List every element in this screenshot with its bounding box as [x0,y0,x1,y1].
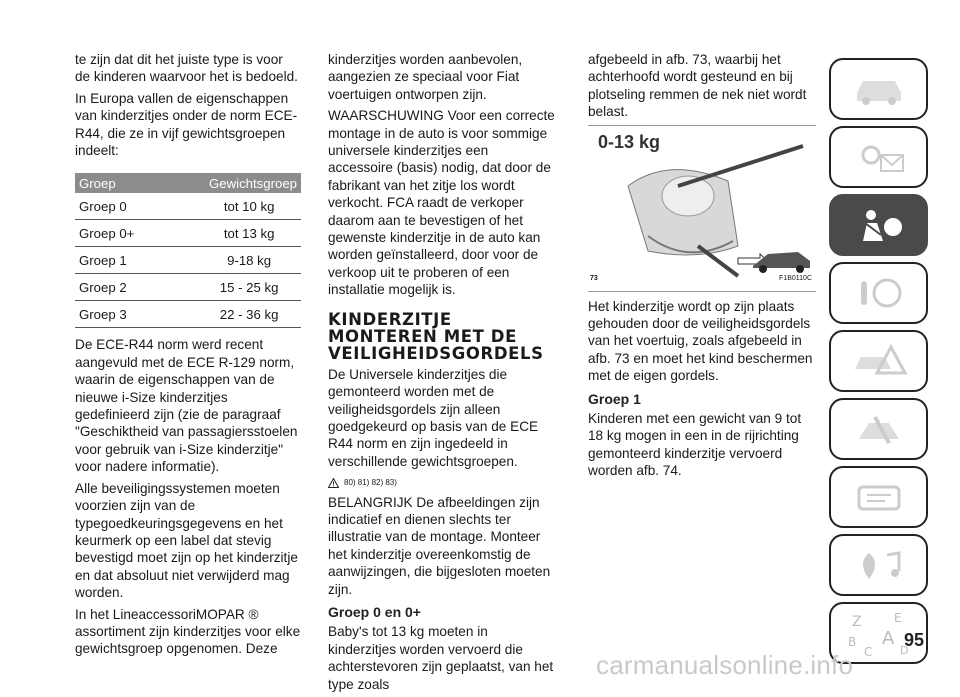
paragraph: te zijn dat dit het juiste type is voor de kinderen waarvoor het is bedoeld. [75,52,298,85]
table-cell: Groep 1 [75,247,161,274]
tab-emergency[interactable] [829,330,928,392]
page-number: 95 [904,630,925,650]
index-letter: A [881,628,894,649]
tab-technical-data[interactable] [829,466,928,528]
dashboard-car-icon [849,69,909,109]
paragraph: Baby's tot 13 kg moeten in kinderzitjes worden vervoerd die achterstevoren zijn geplaatst, van het type zoals [328,624,554,692]
warning-triangle-icon [328,478,339,488]
tab-starting-driving[interactable] [829,262,928,324]
tab-dashboard[interactable] [829,58,928,120]
tab-maintenance[interactable] [829,398,928,460]
paragraph: kinderzitjes worden aanbevolen, aangezien ze speciaal voor Fiat voertuigen ontworpen zijn. [328,52,523,102]
watermark: carmanualsonline.info [596,650,854,680]
figure-code: F1B0110C [779,275,812,283]
column-3 [588,51,816,484]
column-2 [328,51,556,697]
weight-groups-table [75,173,301,328]
paragraph: In Europa vallen de eigenschappen van kinderzitjes onder de norm ECE-R44, die ze in vijf gewichtsgroepen indeelt: [75,90,298,159]
table-cell: tot 10 kg [161,193,301,220]
safety-airbag-icon [849,205,909,245]
index-letter: C [863,645,872,658]
table-header-weight: Gewichtsgroep [161,173,301,193]
index-letter: E [893,611,902,625]
table-cell: Groep 2 [75,274,161,301]
figure-title: 0-13 kg [598,131,661,152]
paragraph: Kinderen met een gewicht van 9 tot 18 kg mogen in een in de rijrichting gemonteerd kinderzitje vervoerd worden afb. 74. [588,411,802,479]
index-icon [844,608,914,658]
paragraph: In het LineaccessoriMOPAR ® assortiment zijn kinderzitjes voor elke gewichtsgroep opgenomen. Deze [75,606,301,657]
warning-paragraph: WAARSCHUWING Voor een correcte montage in de auto is voor sommige universele kinderzitjes een accessoire (basis) nodig, dat door de fabrikant van het zitje los wordt verkocht. FCA raadt de verkoper daarom aan te bevestigen of het gewenste kinderzitje in de auto kan worden geïnstalleerd, door voor de verkoop uit te proberen of een installatie mogelijk is. [328,108,555,298]
table-row [75,247,301,274]
paragraph: Het kinderzitje wordt op zijn plaats gehouden door de veiligheidsgordels van het voertuig, zoals afgebeeld in afb. 73 en moet het kind beschermen met de eigen gordels. [588,298,813,384]
section-heading: KINDERZITJE MONTEREN MET DE VEILIGHEIDSGORDELS [328,309,544,363]
paragraph: De Universele kinderzitjes die gemonteerd worden met de veiligheidsgordels zijn alleen goedgekeurd op basis van de ECE R44 norm en zijn ingedeeld in verschillende gewichtsgroepen. [328,366,539,469]
table-row [75,220,301,247]
baby-seat-illustration [588,126,816,291]
table-cell: Groep 0 [75,193,161,220]
table-cell: tot 13 kg [161,220,301,247]
emergency-icon [849,341,909,381]
table-header-group: Groep [75,173,161,193]
tab-safety[interactable] [829,194,928,256]
chapter-sidebar [829,58,928,670]
warning-lights-icon [849,137,909,177]
figure-73 [588,125,816,292]
starting-driving-icon [849,273,909,313]
subheading: Groep 1 [588,390,641,407]
index-letter: B [847,635,856,649]
subheading: Groep 0 en 0+ [328,603,421,620]
table-cell: 22 - 36 kg [161,301,301,328]
table-row [75,193,301,220]
table-row [75,301,301,328]
table-cell: 15 - 25 kg [161,274,301,301]
paragraph: afgebeeld in afb. 73, waarbij het achterhoofd wordt gesteund en bij plotseling remmen de nek niet wordt belast. [588,52,807,120]
index-letter: Z [851,614,862,630]
column-1 [75,51,301,662]
warning-references [328,474,556,491]
table-row [75,274,301,301]
paragraph: De ECE-R44 norm werd recent aangevuld met de ECE R-129 norm, waarin de eigenschappen van de nieuwe i-Size kinderzitjes gedefinieerd zijn (zie de paragraaf "Geschiktheid van passagiersstoelen voor gebruik van i-Size kinderzitje" voor nadere informatie). [75,337,298,475]
table-cell: Groep 0+ [75,220,161,247]
index-letter: D [899,644,908,657]
table-cell: Groep 3 [75,301,161,328]
maintenance-icon [849,409,909,449]
warning-reference-numbers: 80) 81) 82) 83) [344,478,397,488]
tab-warning-lights[interactable] [829,126,928,188]
multimedia-icon [849,545,909,585]
paragraph: Alle beveiligingssystemen moeten voorzien zijn van de typegoedkeuringsgegevens en het keurmerk op een label dat stevig bevestigd moet zijn op het kinderzitje en dat absoluut niet verwijderd mag worden. [75,480,298,601]
figure-number: 73 [590,275,598,283]
tab-multimedia[interactable] [829,534,928,596]
important-paragraph: BELANGRIJK De afbeeldingen zijn indicatief en dienen slechts ter illustratie van de montage. Monteer het kinderzitje overeenkomstig de aanwijzingen, die bijgesloten moeten zijn. [328,494,551,597]
technical-data-icon [849,477,909,517]
table-cell: 9-18 kg [161,247,301,274]
